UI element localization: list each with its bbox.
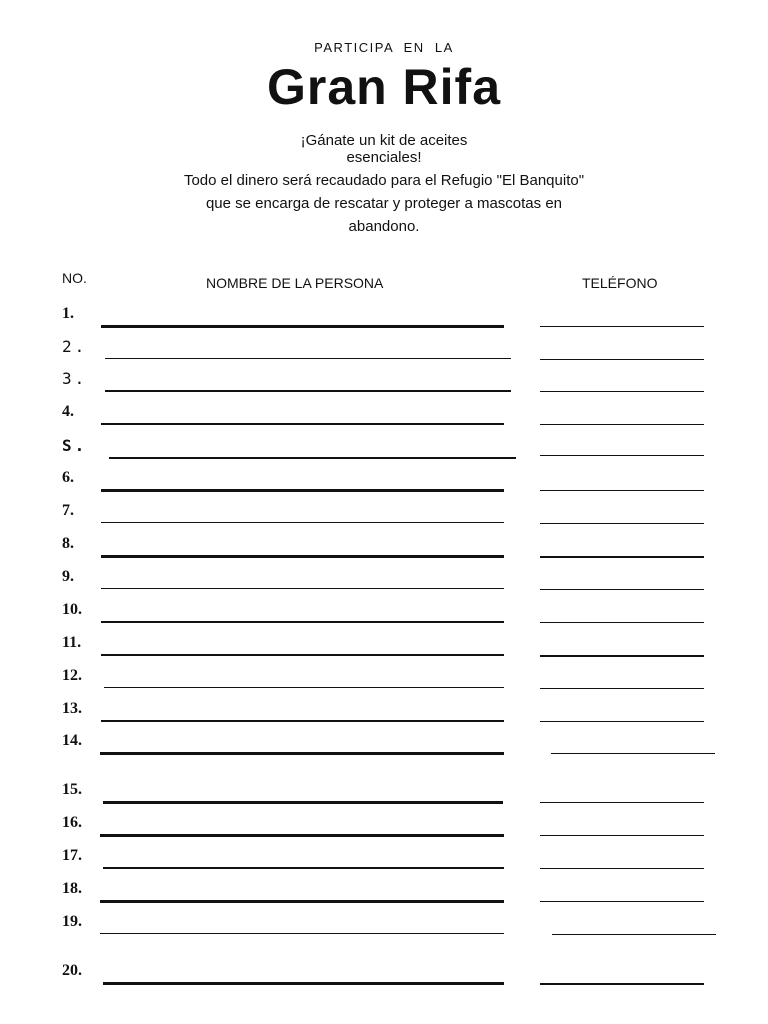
phone-line[interactable] <box>540 868 704 869</box>
row-number: 8. <box>62 535 74 552</box>
phone-line[interactable] <box>540 326 704 327</box>
name-line[interactable] <box>100 933 504 934</box>
description-line-1: Todo el dinero será recaudado para el Refugio "El Banquito" <box>183 172 585 189</box>
row-number: 9. <box>62 568 74 585</box>
name-line[interactable] <box>105 390 511 392</box>
row-number: 15. <box>62 781 82 798</box>
phone-line[interactable] <box>540 455 704 456</box>
row-number: 18. <box>62 880 82 897</box>
row-number: 17. <box>62 847 82 864</box>
row-number: 3. <box>62 369 88 388</box>
table-row <box>0 534 768 558</box>
name-line[interactable] <box>101 621 504 623</box>
table-row <box>0 402 768 426</box>
prize-line-2: esenciales! <box>346 149 422 166</box>
description-line-2: que se encarga de rescatar y proteger a mascotas en <box>205 195 563 212</box>
row-number: 7. <box>62 502 74 519</box>
table-row <box>0 567 768 591</box>
table-row <box>0 731 768 755</box>
table-row <box>0 468 768 492</box>
row-number: 13. <box>62 700 82 717</box>
table-row <box>0 337 768 361</box>
phone-line[interactable] <box>540 556 704 558</box>
description-text <box>0 169 768 238</box>
row-number: 2. <box>62 337 88 356</box>
row-number: 14. <box>62 732 82 749</box>
name-line[interactable] <box>101 325 504 328</box>
name-line[interactable] <box>109 457 516 459</box>
table-row <box>0 780 768 804</box>
row-number: 11. <box>62 634 82 651</box>
table-row <box>0 699 768 723</box>
phone-line[interactable] <box>540 359 704 360</box>
phone-line[interactable] <box>540 490 704 491</box>
name-line[interactable] <box>104 687 504 688</box>
table-row <box>0 879 768 903</box>
phone-line[interactable] <box>540 622 704 623</box>
name-line[interactable] <box>105 358 511 359</box>
phone-line[interactable] <box>540 589 704 590</box>
name-line[interactable] <box>100 834 504 837</box>
name-line[interactable] <box>101 423 504 425</box>
row-number: S. <box>62 436 88 455</box>
subtitle: PARTICIPA EN LA <box>314 40 454 55</box>
phone-line[interactable] <box>540 901 704 902</box>
phone-line[interactable] <box>540 688 704 689</box>
table-row <box>0 961 768 985</box>
name-line[interactable] <box>101 654 504 656</box>
name-line[interactable] <box>103 982 504 985</box>
phone-line[interactable] <box>540 655 704 657</box>
phone-line[interactable] <box>540 721 704 722</box>
row-number: 10. <box>62 601 82 618</box>
table-row <box>0 501 768 525</box>
phone-line[interactable] <box>551 753 715 754</box>
name-line[interactable] <box>100 900 504 903</box>
name-line[interactable] <box>101 720 504 722</box>
row-number: 4. <box>62 403 74 420</box>
phone-line[interactable] <box>540 391 704 392</box>
table-row <box>0 304 768 328</box>
name-line[interactable] <box>103 801 503 804</box>
name-line[interactable] <box>101 588 504 589</box>
row-number: 20. <box>62 962 82 979</box>
phone-line[interactable] <box>540 424 704 425</box>
table-row <box>0 813 768 837</box>
row-number: 6. <box>62 469 74 486</box>
prize-text <box>0 132 768 166</box>
row-number: 19. <box>62 913 82 930</box>
name-line[interactable] <box>101 555 504 558</box>
phone-line[interactable] <box>540 835 704 836</box>
row-number: 1. <box>62 305 74 322</box>
table-row <box>0 600 768 624</box>
column-header-name: NOMBRE DE LA PERSONA <box>206 275 384 291</box>
name-line[interactable] <box>100 752 504 755</box>
phone-line[interactable] <box>540 523 704 524</box>
prize-line-1: ¡Gánate un kit de aceites <box>300 132 468 149</box>
table-row <box>0 846 768 870</box>
table-row <box>0 369 768 393</box>
table-row <box>0 633 768 657</box>
row-number: 16. <box>62 814 82 831</box>
row-number: 12. <box>62 667 82 684</box>
name-line[interactable] <box>101 489 504 492</box>
table-row <box>0 666 768 690</box>
phone-line[interactable] <box>540 983 704 985</box>
name-line[interactable] <box>103 867 504 869</box>
page-title: Gran Rifa <box>266 59 502 115</box>
phone-line[interactable] <box>540 802 704 803</box>
name-line[interactable] <box>101 522 504 523</box>
phone-line[interactable] <box>552 934 716 935</box>
column-header-phone: TELÉFONO <box>582 275 658 291</box>
column-header-number: NO. <box>62 270 87 286</box>
description-line-3: abandono. <box>348 218 420 235</box>
table-row <box>0 912 768 936</box>
table-row <box>0 436 768 460</box>
